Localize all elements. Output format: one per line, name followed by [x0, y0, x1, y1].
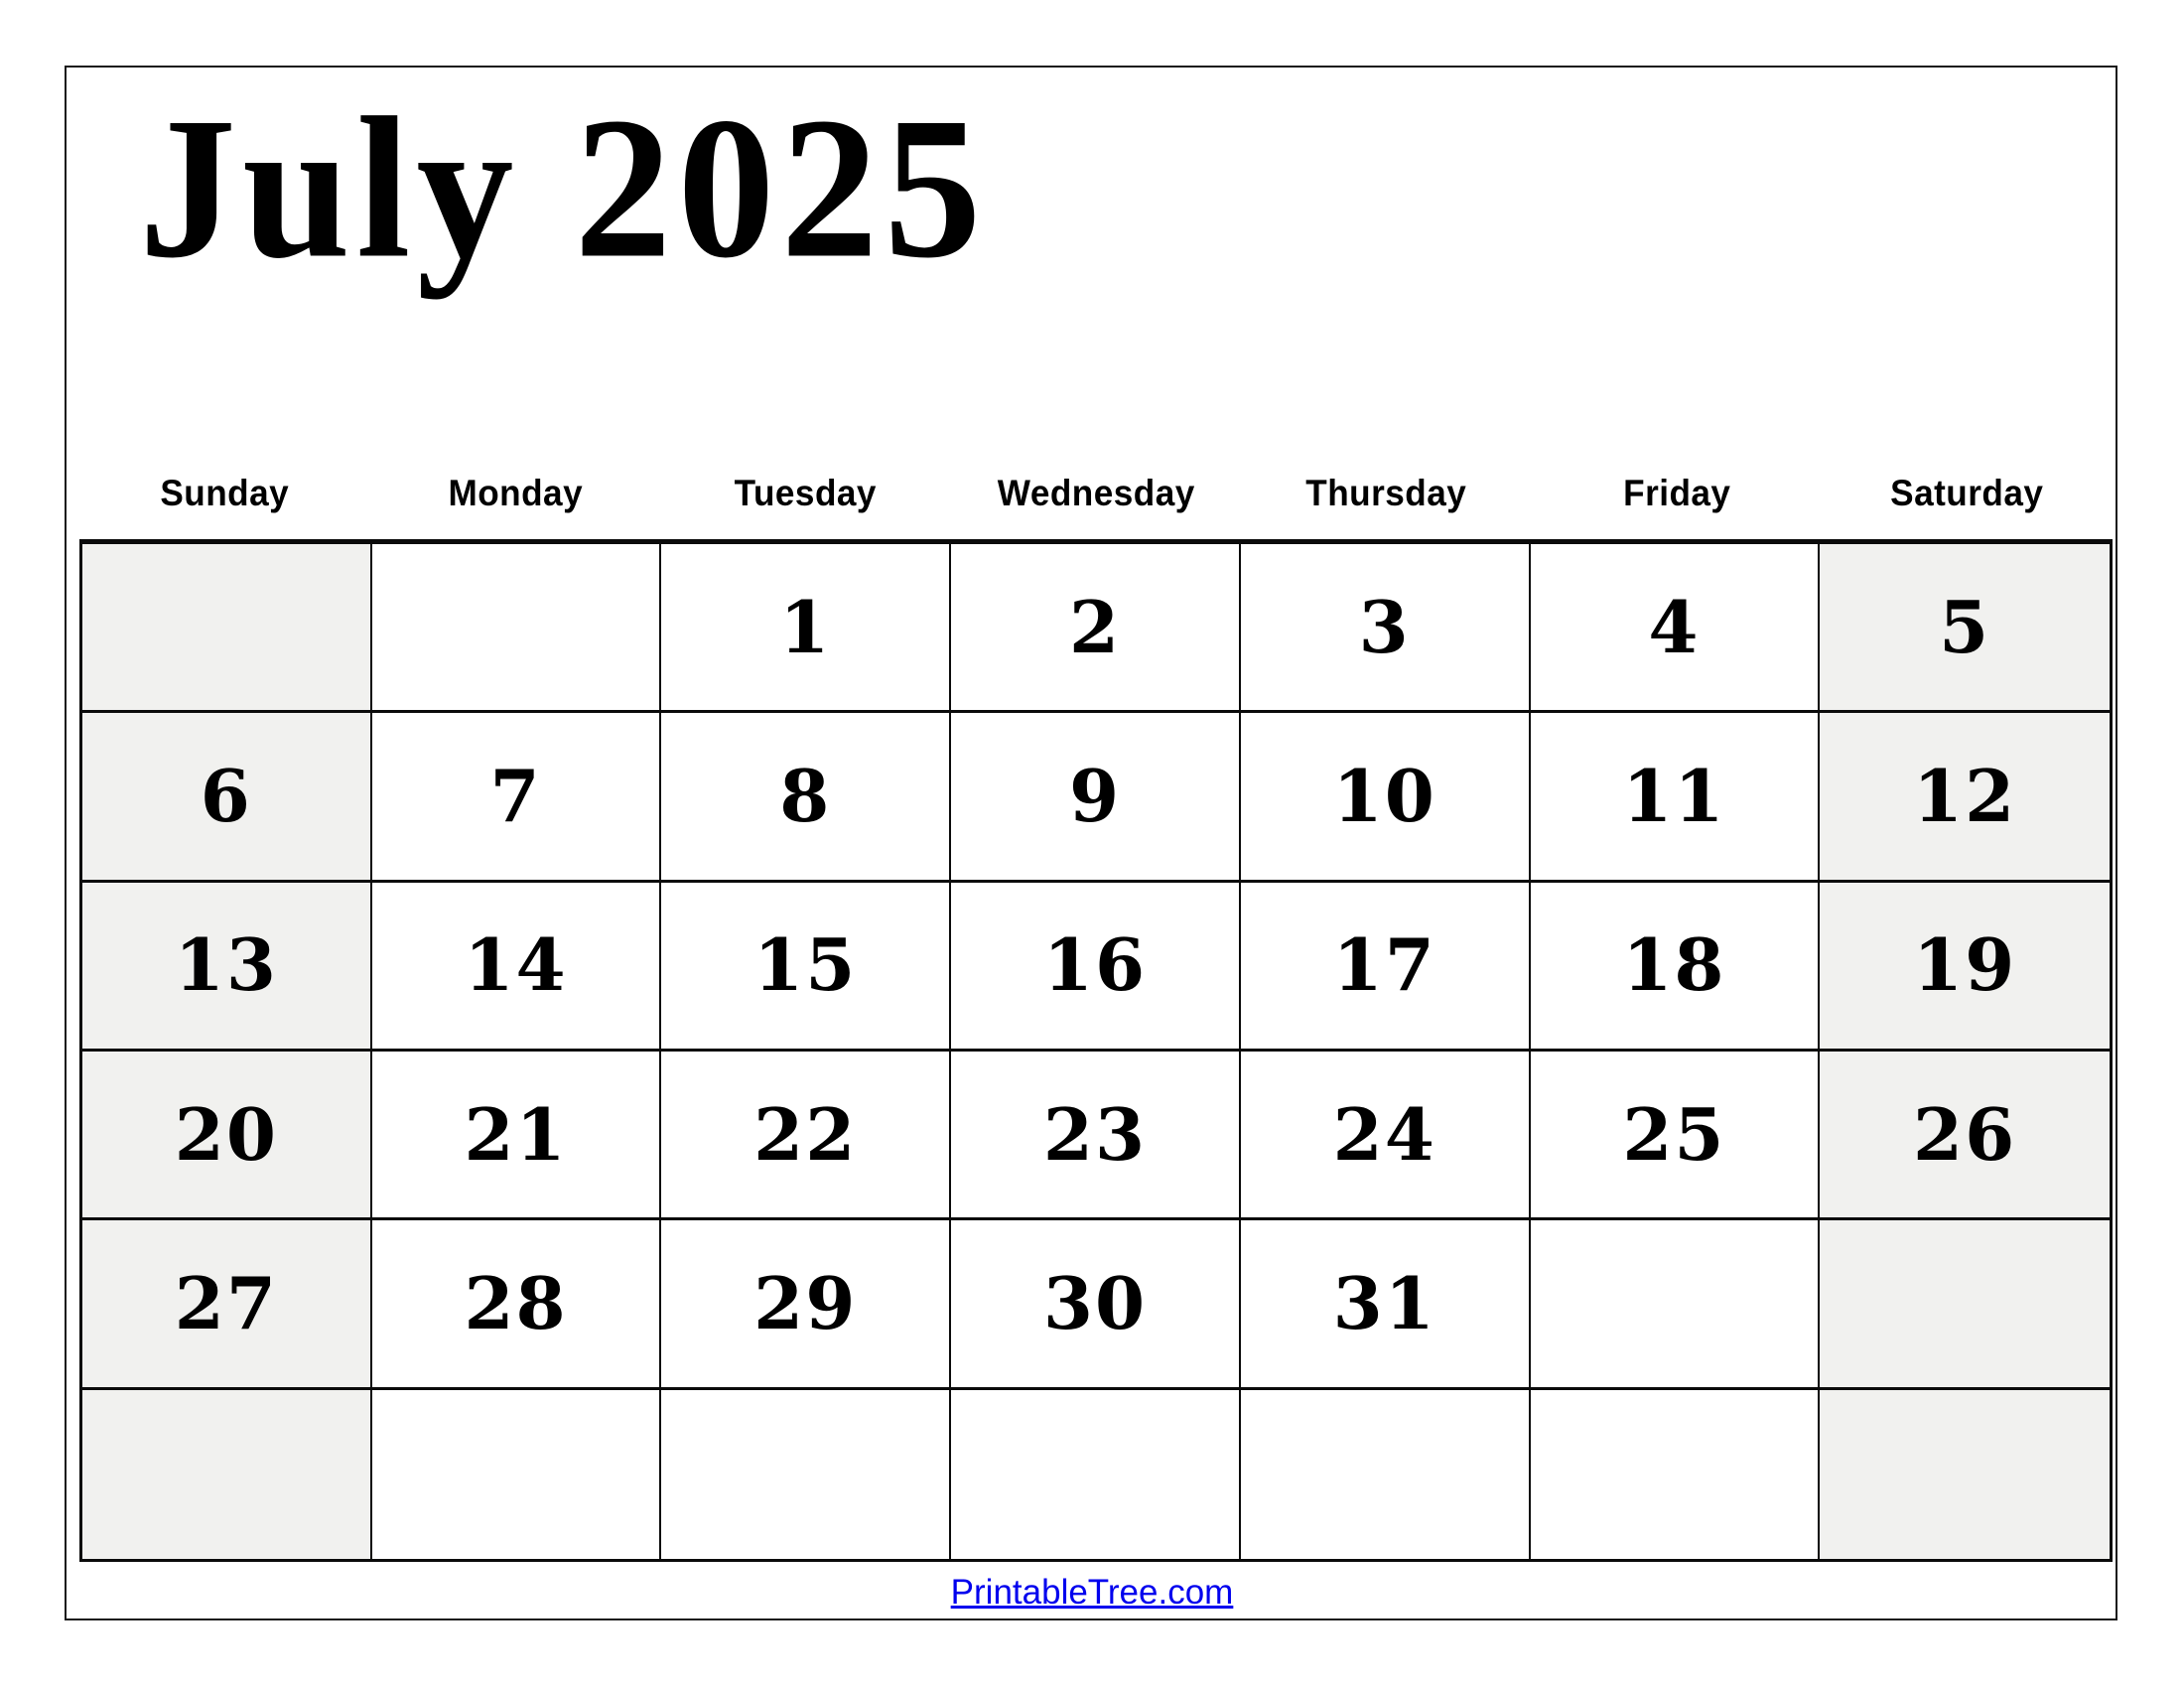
day-cell-empty: [1241, 1390, 1531, 1559]
page-title: July 2025: [139, 75, 988, 301]
weekday-label-sunday: Sunday: [160, 473, 290, 513]
day-cell-empty: [82, 544, 372, 713]
day-number: 23: [1042, 1091, 1148, 1177]
day-number: 2: [1068, 584, 1122, 669]
day-cell-23: [951, 1052, 1241, 1220]
day-cell-1: [661, 544, 951, 713]
day-cell-16: [951, 883, 1241, 1052]
day-cell-6: [82, 713, 372, 882]
day-cell-21: [372, 1052, 662, 1220]
day-number: 14: [464, 922, 568, 1008]
day-cell-11: [1531, 713, 1821, 882]
day-cell-empty: [372, 544, 662, 713]
day-number: 1: [779, 584, 832, 669]
day-number: 30: [1042, 1260, 1148, 1345]
calendar-grid: [79, 539, 2113, 1562]
weekday-label-monday: Monday: [448, 473, 583, 513]
weekday-header-row: [79, 459, 2113, 528]
day-number: 7: [489, 753, 542, 838]
day-number: 12: [1913, 753, 2017, 838]
footer: [0, 1573, 2184, 1613]
day-cell-5: [1820, 544, 2110, 713]
day-cell-29: [661, 1220, 951, 1389]
day-number: 4: [1648, 584, 1701, 669]
day-cell-15: [661, 883, 951, 1052]
day-number: 5: [1939, 584, 1991, 669]
day-cell-empty: [372, 1390, 662, 1559]
day-number: 19: [1913, 922, 2017, 1008]
day-number: 15: [753, 922, 858, 1008]
day-cell-empty: [661, 1390, 951, 1559]
footer-link[interactable]: PrintableTree.com: [950, 1573, 1234, 1612]
day-number: 3: [1358, 584, 1411, 669]
day-cell-9: [951, 713, 1241, 882]
day-cell-18: [1531, 883, 1821, 1052]
day-cell-13: [82, 883, 372, 1052]
day-number: 22: [753, 1091, 858, 1177]
weekday-label-friday: Friday: [1622, 473, 1731, 513]
day-cell-2: [951, 544, 1241, 713]
day-cell-22: [661, 1052, 951, 1220]
day-cell-19: [1820, 883, 2110, 1052]
day-number: 13: [174, 922, 278, 1008]
day-number: 21: [464, 1091, 568, 1177]
day-cell-24: [1241, 1052, 1531, 1220]
weekday-label-tuesday: Tuesday: [734, 473, 878, 513]
day-cell-empty: [1531, 1220, 1821, 1389]
day-cell-28: [372, 1220, 662, 1389]
weekday-label-saturday: Saturday: [1890, 473, 2044, 513]
day-number: 27: [174, 1260, 278, 1345]
day-number: 29: [753, 1260, 858, 1345]
day-cell-empty: [1531, 1390, 1821, 1559]
day-cell-17: [1241, 883, 1531, 1052]
day-number: 25: [1622, 1091, 1726, 1177]
day-cell-empty: [951, 1390, 1241, 1559]
day-number: 17: [1332, 922, 1436, 1008]
day-cell-empty: [1820, 1220, 2110, 1389]
day-cell-31: [1241, 1220, 1531, 1389]
day-number: 16: [1042, 922, 1148, 1008]
weekday-label-thursday: Thursday: [1305, 473, 1467, 513]
day-number: 10: [1332, 753, 1436, 838]
day-cell-27: [82, 1220, 372, 1389]
day-number: 24: [1332, 1091, 1436, 1177]
day-cell-4: [1531, 544, 1821, 713]
day-cell-10: [1241, 713, 1531, 882]
day-cell-25: [1531, 1052, 1821, 1220]
weekday-label-wednesday: Wednesday: [997, 473, 1195, 513]
day-number: 20: [174, 1091, 278, 1177]
day-number: 26: [1913, 1091, 2017, 1177]
day-number: 6: [200, 753, 252, 838]
day-cell-14: [372, 883, 662, 1052]
day-number: 11: [1622, 753, 1726, 838]
day-number: 8: [779, 753, 832, 838]
day-cell-empty: [82, 1390, 372, 1559]
day-cell-7: [372, 713, 662, 882]
day-cell-12: [1820, 713, 2110, 882]
day-number: 18: [1622, 922, 1726, 1008]
day-cell-8: [661, 713, 951, 882]
day-number: 31: [1332, 1260, 1436, 1345]
day-cell-3: [1241, 544, 1531, 713]
day-cell-empty: [1820, 1390, 2110, 1559]
day-cell-20: [82, 1052, 372, 1220]
day-number: 9: [1068, 753, 1122, 838]
day-cell-26: [1820, 1052, 2110, 1220]
day-cell-30: [951, 1220, 1241, 1389]
day-number: 28: [464, 1260, 568, 1345]
